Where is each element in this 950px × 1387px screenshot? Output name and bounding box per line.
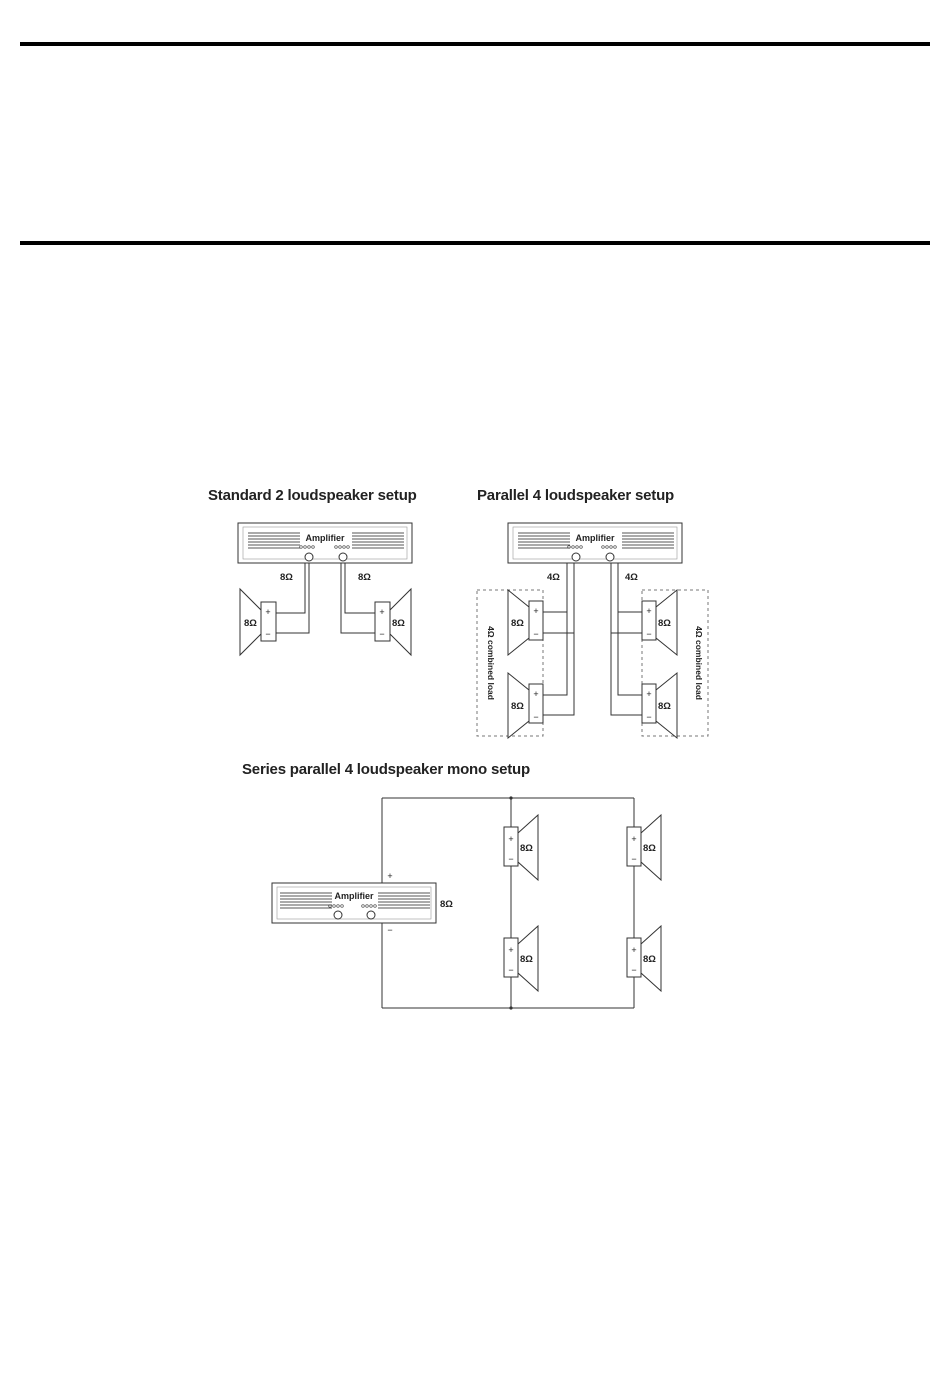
series-amp-output-right-jack xyxy=(367,911,375,919)
parallel-right-combined-load-label: 4Ω combined load xyxy=(694,626,704,700)
parallel-left-line-impedance: 4Ω xyxy=(547,572,560,583)
plus-sign: + xyxy=(646,606,652,616)
parallel-amp-label: Amplifier xyxy=(575,533,615,543)
parallel-amp-output-right-jack xyxy=(606,553,614,561)
series-speaker-4-impedance: 8Ω xyxy=(643,954,656,965)
plus-sign: + xyxy=(631,834,637,844)
standard-right-minus: − xyxy=(379,629,385,639)
parallel-left-bottom-speaker xyxy=(508,673,543,738)
standard-left-speaker-impedance: 8Ω xyxy=(244,618,257,629)
series-speaker-bottom-right xyxy=(627,926,661,991)
minus-sign: − xyxy=(646,712,652,722)
plus-sign: + xyxy=(631,945,637,955)
series-setup-title: Series parallel 4 loudspeaker mono setup xyxy=(242,761,530,778)
minus-sign: − xyxy=(631,854,637,864)
parallel-speaker-3-impedance: 8Ω xyxy=(658,618,671,629)
parallel-speaker-4-impedance: 8Ω xyxy=(658,701,671,712)
series-amp-output-left-jack xyxy=(334,911,342,919)
plus-sign: + xyxy=(533,606,539,616)
parallel-right-top-speaker xyxy=(642,590,677,655)
standard-left-line-impedance: 8Ω xyxy=(280,572,293,583)
parallel-right-line-impedance: 4Ω xyxy=(625,572,638,583)
standard-amp-label: Amplifier xyxy=(305,533,345,543)
series-speaker-2-impedance: 8Ω xyxy=(520,954,533,965)
standard-right-plus: + xyxy=(379,607,385,617)
parallel-left-top-speaker xyxy=(508,590,543,655)
plus-sign: + xyxy=(533,689,539,699)
standard-left-speaker xyxy=(240,589,276,655)
standard-amplifier xyxy=(238,523,412,563)
minus-sign: − xyxy=(631,965,637,975)
parallel-left-combined-load-label: 4Ω combined load xyxy=(486,626,496,700)
standard-right-speaker xyxy=(375,589,411,655)
parallel-amplifier xyxy=(508,523,682,563)
series-diagram xyxy=(272,796,661,1009)
parallel-diagram xyxy=(477,523,708,738)
plus-sign: + xyxy=(646,689,652,699)
series-speaker-top-left xyxy=(504,815,538,880)
series-speaker-bottom-left xyxy=(504,926,538,991)
series-total-impedance: 8Ω xyxy=(440,899,453,910)
plus-sign: + xyxy=(508,834,514,844)
series-plus-terminal: + xyxy=(387,871,393,881)
standard-diagram xyxy=(238,523,412,655)
series-speaker-1-impedance: 8Ω xyxy=(520,843,533,854)
minus-sign: − xyxy=(508,965,514,975)
minus-sign: − xyxy=(646,629,652,639)
standard-left-plus: + xyxy=(265,607,271,617)
parallel-amp-output-left-jack xyxy=(572,553,580,561)
series-minus-terminal: − xyxy=(387,925,393,935)
parallel-speaker-1-impedance: 8Ω xyxy=(511,618,524,629)
minus-sign: − xyxy=(508,854,514,864)
minus-sign: − xyxy=(533,712,539,722)
parallel-right-bottom-speaker xyxy=(642,673,677,738)
plus-sign: + xyxy=(508,945,514,955)
standard-right-speaker-impedance: 8Ω xyxy=(392,618,405,629)
standard-left-minus: − xyxy=(265,629,271,639)
standard-amp-output-left-jack xyxy=(305,553,313,561)
parallel-setup-title: Parallel 4 loudspeaker setup xyxy=(477,487,674,504)
standard-right-line-impedance: 8Ω xyxy=(358,572,371,583)
series-amp-label: Amplifier xyxy=(334,891,374,901)
standard-setup-title: Standard 2 loudspeaker setup xyxy=(208,487,417,504)
parallel-speaker-2-impedance: 8Ω xyxy=(511,701,524,712)
minus-sign: − xyxy=(533,629,539,639)
series-speaker-3-impedance: 8Ω xyxy=(643,843,656,854)
series-amplifier xyxy=(272,883,436,923)
series-speaker-top-right xyxy=(627,815,661,880)
standard-amp-output-right-jack xyxy=(339,553,347,561)
